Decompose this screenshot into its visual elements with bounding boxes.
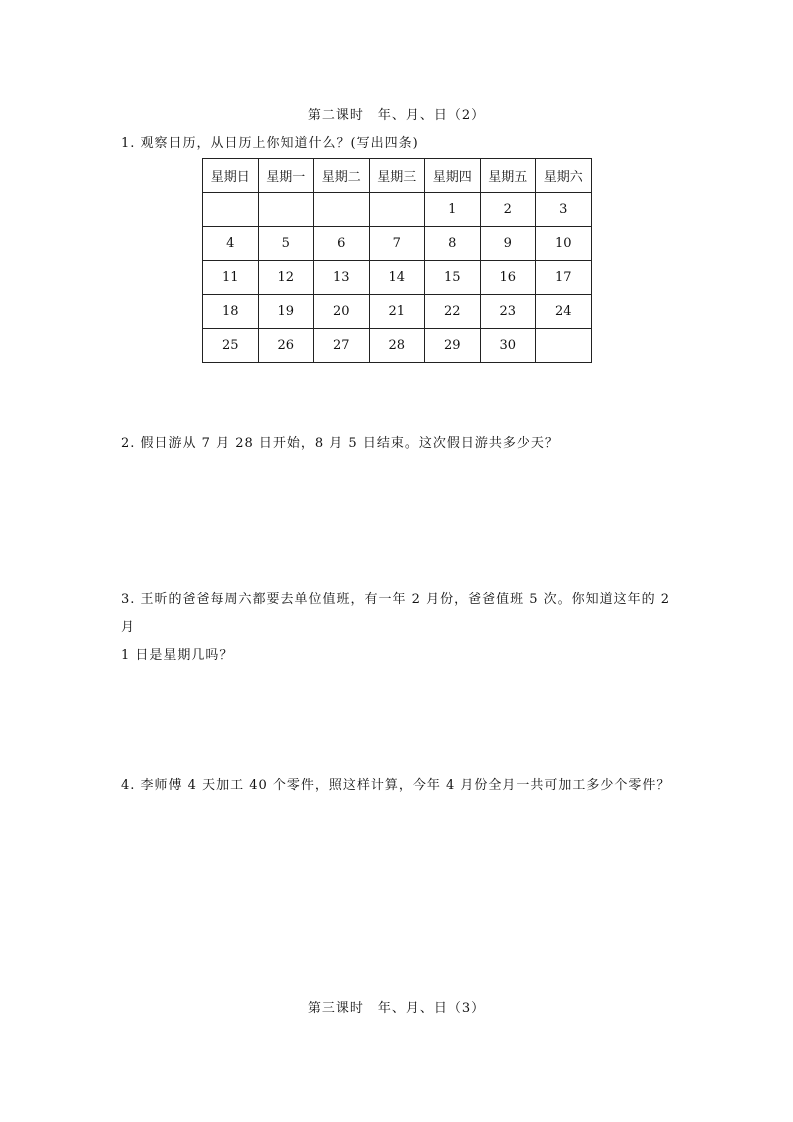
weekday-header: 星期日 [203,159,259,193]
calendar-day-cell: 17 [536,261,592,295]
calendar-day-cell [203,193,259,227]
calendar-day-cell [369,193,425,227]
calendar-day-cell [536,329,592,363]
weekday-header: 星期二 [314,159,370,193]
calendar-header-row [203,159,592,193]
calendar-week-row [203,193,592,227]
calendar-day-cell: 28 [369,329,425,363]
calendar-day-cell: 21 [369,295,425,329]
calendar-day-cell: 2 [480,193,536,227]
calendar-week-row [203,261,592,295]
calendar-week-row [203,295,592,329]
question-3-line-2: 1 日是星期几吗？ [121,648,234,663]
calendar-day-cell: 10 [536,227,592,261]
question-4: 4. 李师傅 4 天加工 40 个零件，照这样计算，今年 4 月份全月一共可加工多少个零件？ [121,778,671,793]
weekday-header: 星期四 [425,159,481,193]
calendar-day-cell: 1 [425,193,481,227]
calendar-day-cell: 16 [480,261,536,295]
calendar-week-row [203,227,592,261]
calendar-day-cell: 27 [314,329,370,363]
weekday-header: 星期六 [536,159,592,193]
calendar-day-cell: 3 [536,193,592,227]
weekday-header: 星期一 [258,159,314,193]
next-lesson-title: 第三课时 年、月、日（3） [307,1001,486,1016]
calendar-day-cell: 23 [480,295,536,329]
question-2: 2. 假日游从 7 月 28 日开始，8 月 5 日结束。这次假日游共多少天？ [121,436,559,451]
calendar-day-cell: 11 [203,261,259,295]
question-1: 1. 观察日历，从日历上你知道什么？(写出四条) [121,136,419,151]
calendar-day-cell: 6 [314,227,370,261]
calendar-day-cell [258,193,314,227]
calendar-day-cell: 13 [314,261,370,295]
calendar-day-cell [314,193,370,227]
weekday-header: 星期三 [369,159,425,193]
question-3 [121,586,681,670]
lesson-title: 第二课时 年、月、日（2） [307,108,486,123]
calendar-day-cell: 9 [480,227,536,261]
calendar-day-cell: 19 [258,295,314,329]
calendar-day-cell: 20 [314,295,370,329]
calendar-day-cell: 8 [425,227,481,261]
calendar-day-cell: 12 [258,261,314,295]
calendar-day-cell: 25 [203,329,259,363]
weekday-header: 星期五 [480,159,536,193]
question-3-line-1: 3. 王昕的爸爸每周六都要去单位值班，有一年 2 月份，爸爸值班 5 次。你知道这年的 2 月 [121,592,671,635]
calendar-day-cell: 24 [536,295,592,329]
calendar-day-cell: 7 [369,227,425,261]
calendar-table [202,158,592,363]
calendar-day-cell: 4 [203,227,259,261]
calendar-week-row [203,329,592,363]
calendar-day-cell: 18 [203,295,259,329]
calendar-day-cell: 22 [425,295,481,329]
calendar-day-cell: 5 [258,227,314,261]
calendar-day-cell: 26 [258,329,314,363]
calendar-day-cell: 29 [425,329,481,363]
calendar-day-cell: 15 [425,261,481,295]
calendar-day-cell: 30 [480,329,536,363]
calendar-day-cell: 14 [369,261,425,295]
